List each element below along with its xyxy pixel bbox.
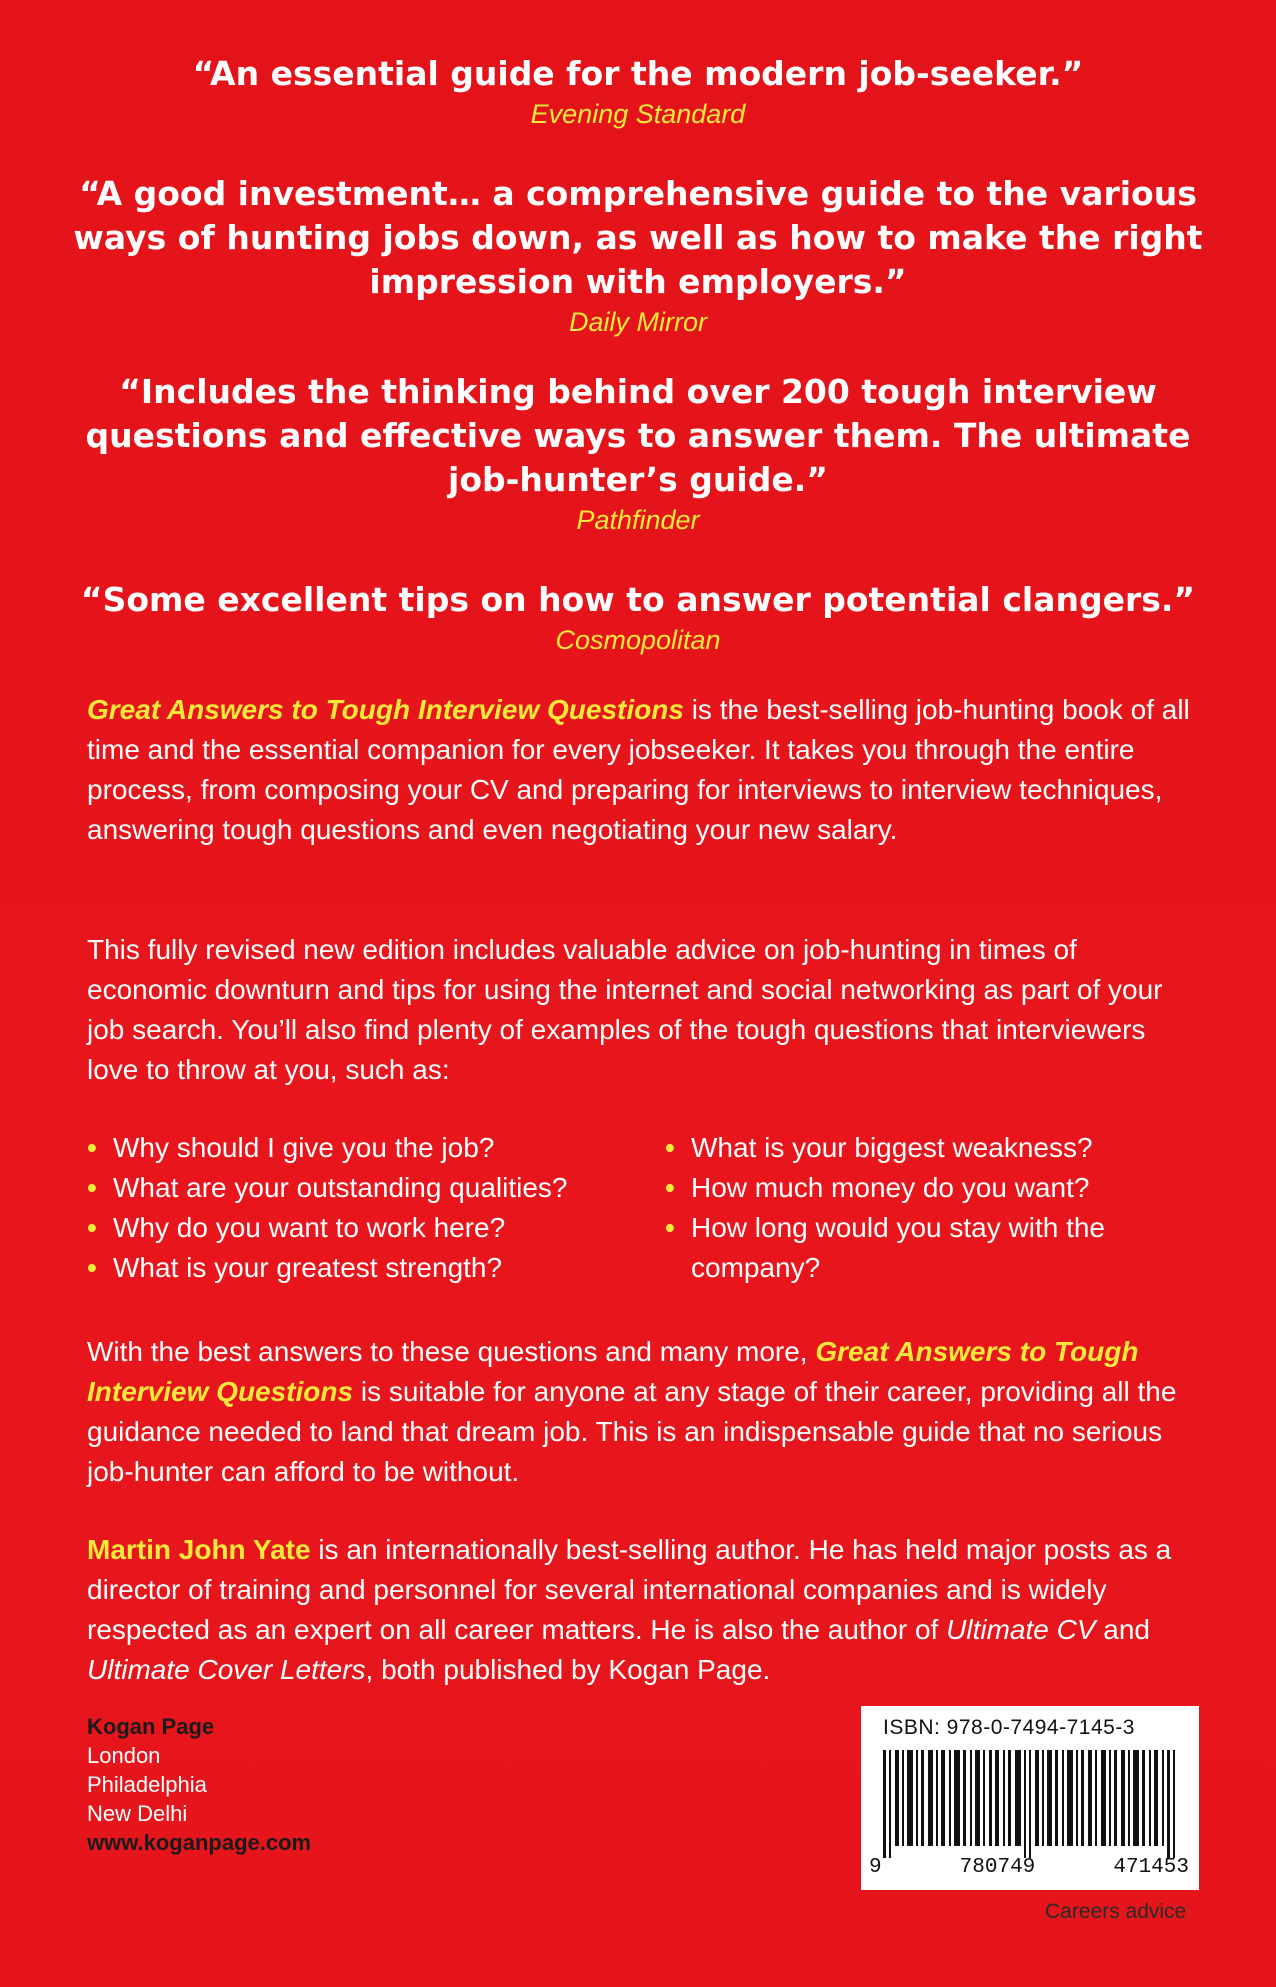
list-item: • How much money do you want? (665, 1168, 1185, 1208)
quote-source: Cosmopolitan (555, 625, 721, 655)
quote-source: Evening Standard (530, 99, 746, 129)
list-item: • What is your greatest strength? (87, 1248, 665, 1288)
bullet-icon: • (87, 1252, 97, 1283)
barcode-digits: 9 780749 471453 (869, 1856, 1189, 1879)
question-list (87, 1128, 1197, 1288)
bullet-icon: • (87, 1212, 97, 1243)
isbn-barcode (861, 1706, 1199, 1890)
description-paragraph-2: This fully revised new edition includes valuable advice on job-hunting in times of economic downturn and tips for using the internet and social networking as part of your job search. You’ll also find plenty of examples of the tough questions that interviewers love to throw at you, such as: (87, 934, 1163, 1085)
list-item: • What is your biggest weakness? (665, 1128, 1185, 1168)
bullet-icon: • (665, 1132, 675, 1163)
review-quote-4 (0, 578, 1276, 658)
barcode-icon (883, 1750, 1178, 1858)
author-name: Martin John Yate (87, 1534, 311, 1565)
question-list-left (87, 1128, 665, 1288)
list-item: • How long would you stay with the company? (665, 1208, 1131, 1288)
publisher-city: London (87, 1743, 161, 1768)
review-quote-1 (0, 52, 1276, 132)
bullet-icon: • (87, 1132, 97, 1163)
description-paragraph-1 (87, 690, 1197, 850)
quote-line: questions and effective ways to answer them. The ultimate (85, 416, 1191, 455)
category-label: Careers advice (1045, 1900, 1187, 1923)
quote-source: Pathfinder (576, 505, 700, 535)
bullet-icon: • (665, 1212, 675, 1243)
quote-source: Daily Mirror (569, 307, 707, 337)
author-bio: Martin John Yate is an internationally best-selling author. He has held major posts as a director of training and personnel for several international companies and is widely respected as an expert on all career matters. He is also the author of Ultimate CV and Ultimate Cover Letters, both published by Kogan Page. (87, 1534, 1172, 1685)
book-reference: Ultimate Cover Letters (87, 1654, 366, 1685)
paragraph-text: is the best-selling job-hunting book of all time and the essential companion for every jobseeker. It takes you through the entire process, from composing your CV and preparing for interviews to interview techniques, answering tough questions and even negotiating your new salary. (87, 694, 1190, 845)
list-item: • Why should I give you the job? (87, 1128, 665, 1168)
quote-line: impression with employers.” (369, 262, 907, 301)
publisher-website-link[interactable]: www.koganpage.com (87, 1830, 312, 1855)
list-item: • Why do you want to work here? (87, 1208, 665, 1248)
publisher-city: Philadelphia (87, 1772, 207, 1797)
publisher-name: Kogan Page (87, 1714, 215, 1739)
description-paragraph-3: With the best answers to these questions and many more, Great Answers to Tough Interview Questions is suitable for anyone at any stage of their career, providing all the guidance needed to land that dream job. This is an indispensable guide that no serious job-hunter can afford to be without. (87, 1336, 1177, 1487)
review-quote-2 (0, 172, 1276, 340)
question-list-right (665, 1128, 1185, 1288)
quote-line: “A good investment… a comprehensive guide to the various (79, 174, 1197, 213)
publisher-info (87, 1712, 311, 1857)
book-title: Great Answers to Tough Interview Questions (87, 1336, 1139, 1407)
quote-text: “Some excellent tips on how to answer potential clangers.” (80, 580, 1196, 619)
review-quote-3 (0, 370, 1276, 538)
isbn-number: ISBN: 978-0-7494-7145-3 (883, 1716, 1135, 1739)
quote-line: job-hunter’s guide.” (448, 460, 828, 499)
quote-text: “An essential guide for the modern job-seeker.” (192, 54, 1084, 93)
publisher-city: New Delhi (87, 1801, 188, 1826)
book-title: Great Answers to Tough Interview Questions (87, 694, 684, 725)
book-reference: Ultimate CV (946, 1614, 1096, 1645)
quote-line: “Includes the thinking behind over 200 tough interview (119, 372, 1157, 411)
bullet-icon: • (665, 1172, 675, 1203)
bullet-icon: • (87, 1172, 97, 1203)
list-item: • What are your outstanding qualities? (87, 1168, 665, 1208)
quote-line: ways of hunting jobs down, as well as how to make the right (73, 218, 1203, 257)
